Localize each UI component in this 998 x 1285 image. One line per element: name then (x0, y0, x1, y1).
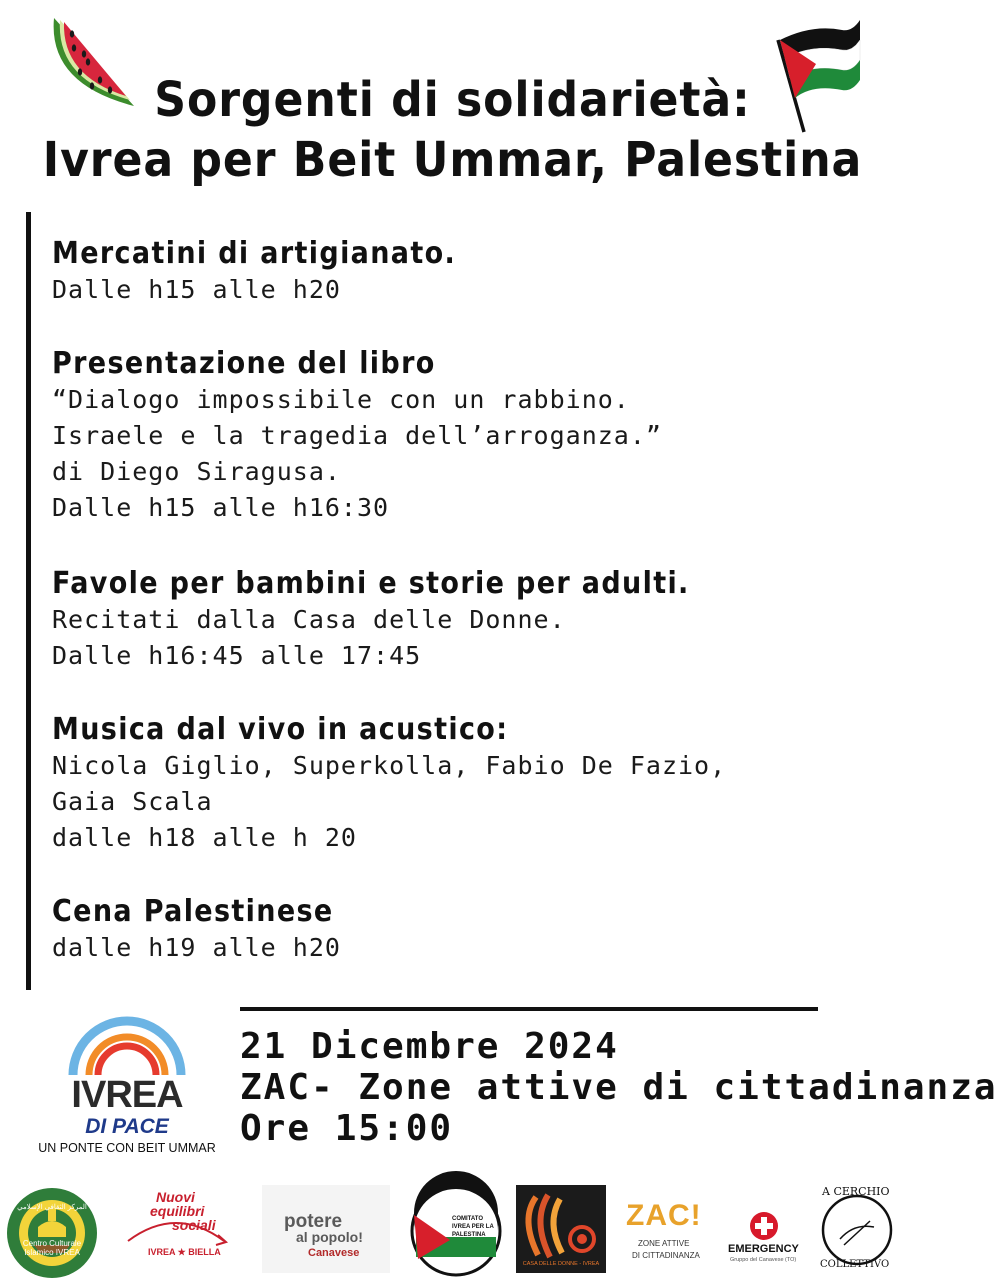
emergency-sub: Gruppo del Canavese (TO) (730, 1257, 797, 1263)
program-line: Gaia Scala (52, 787, 213, 816)
zac-logo (622, 1185, 706, 1273)
zac-line-2: DI CITTADINANZA (632, 1251, 700, 1260)
potere-al-popolo-logo (262, 1185, 390, 1273)
nuovi-equilibri-word-2: equilibri (150, 1203, 205, 1219)
program-heading: Cena Palestinese (52, 894, 334, 929)
program-heading: Mercatini di artigianato. (52, 236, 457, 271)
event-time: Ore 15:00 (240, 1108, 454, 1149)
casa-delle-donne-logo (516, 1185, 606, 1273)
potere-word-3: Canavese (308, 1247, 360, 1259)
comitato-label: COMITATO IVREA PER LA PALESTINA (452, 1216, 494, 1238)
title-line-1: Sorgenti di solidarietà: (154, 72, 751, 128)
ivrea-logo-name: IVREA (71, 1074, 183, 1116)
event-place: ZAC- Zone attive di cittadinanza (240, 1067, 998, 1108)
title-line-2: Ivrea per Beit Ummar, Palestina (42, 132, 863, 188)
program-line: Dalle h16:45 alle 17:45 (52, 641, 422, 670)
program-divider (26, 212, 31, 990)
program-item-musica (52, 712, 872, 856)
program-line: Dalle h15 alle h20 (52, 275, 341, 304)
zac-word: ZAC! (626, 1199, 702, 1232)
a-cerchio-collettivo-logo (812, 1185, 902, 1273)
program-line: dalle h18 alle h 20 (52, 823, 357, 852)
comitato-palestina-logo (410, 1185, 502, 1273)
program-item-favole (52, 566, 872, 674)
zac-line-1: ZONE ATTIVE (638, 1239, 690, 1248)
program-line: “Dialogo impossibile con un rabbino. (52, 385, 630, 414)
nuovi-equilibri-city: IVREA ★ BIELLA (148, 1247, 221, 1257)
event-date: 21 Dicembre 2024 (240, 1026, 619, 1067)
program-item-presentazione (52, 346, 872, 526)
program-heading: Musica dal vivo in acustico: (52, 712, 509, 747)
nuovi-equilibri-word-3: sociali (172, 1217, 216, 1233)
a-cerchio-bottom: COLLETTIVO (820, 1259, 890, 1270)
centro-islamico-arabic: المركز الثقافي الإسلامي (17, 1204, 87, 1211)
program-item-cena (52, 894, 872, 966)
event-divider (240, 1007, 818, 1011)
centro-islamico-label: Centro Culturale Islamico IVREA (22, 1239, 82, 1257)
program-heading: Presentazione del libro (52, 346, 436, 381)
potere-word-2: al popolo! (296, 1229, 363, 1245)
emergency-logo (724, 1185, 806, 1273)
program-line: di Diego Siragusa. (52, 457, 341, 486)
nuovi-equilibri-sociali-logo (120, 1185, 232, 1273)
potere-word-1: potere (284, 1211, 343, 1232)
program-line: dalle h19 alle h20 (52, 933, 341, 962)
ivrea-logo-sub: DI PACE (85, 1115, 169, 1138)
program-line: Recitati dalla Casa delle Donne. (52, 605, 566, 634)
centro-islamico-logo (4, 1185, 102, 1273)
emergency-cross-icon (749, 1211, 779, 1241)
program-heading: Favole per bambini e storie per adulti. (52, 566, 690, 601)
casa-donne-label: CASA DELLE DONNE - IVREA (522, 1261, 600, 1267)
program-item-mercatini (52, 236, 872, 308)
program-line: Nicola Giglio, Superkolla, Fabio De Fazio, (52, 751, 727, 780)
program-line: Dalle h15 alle h16:30 (52, 493, 390, 522)
ivrea-logo-tagline: UN PONTE CON BEIT UMMAR (38, 1141, 216, 1155)
ivrea-di-pace-logo (36, 1025, 218, 1165)
a-cerchio-top: A CERCHIO (822, 1185, 890, 1198)
rainbow-arc-icon (67, 1025, 187, 1075)
program-line: Israele e la tragedia dell’arroganza.” (52, 421, 662, 450)
emergency-name: EMERGENCY (728, 1243, 799, 1255)
nuovi-equilibri-word-1: Nuovi (156, 1189, 195, 1205)
